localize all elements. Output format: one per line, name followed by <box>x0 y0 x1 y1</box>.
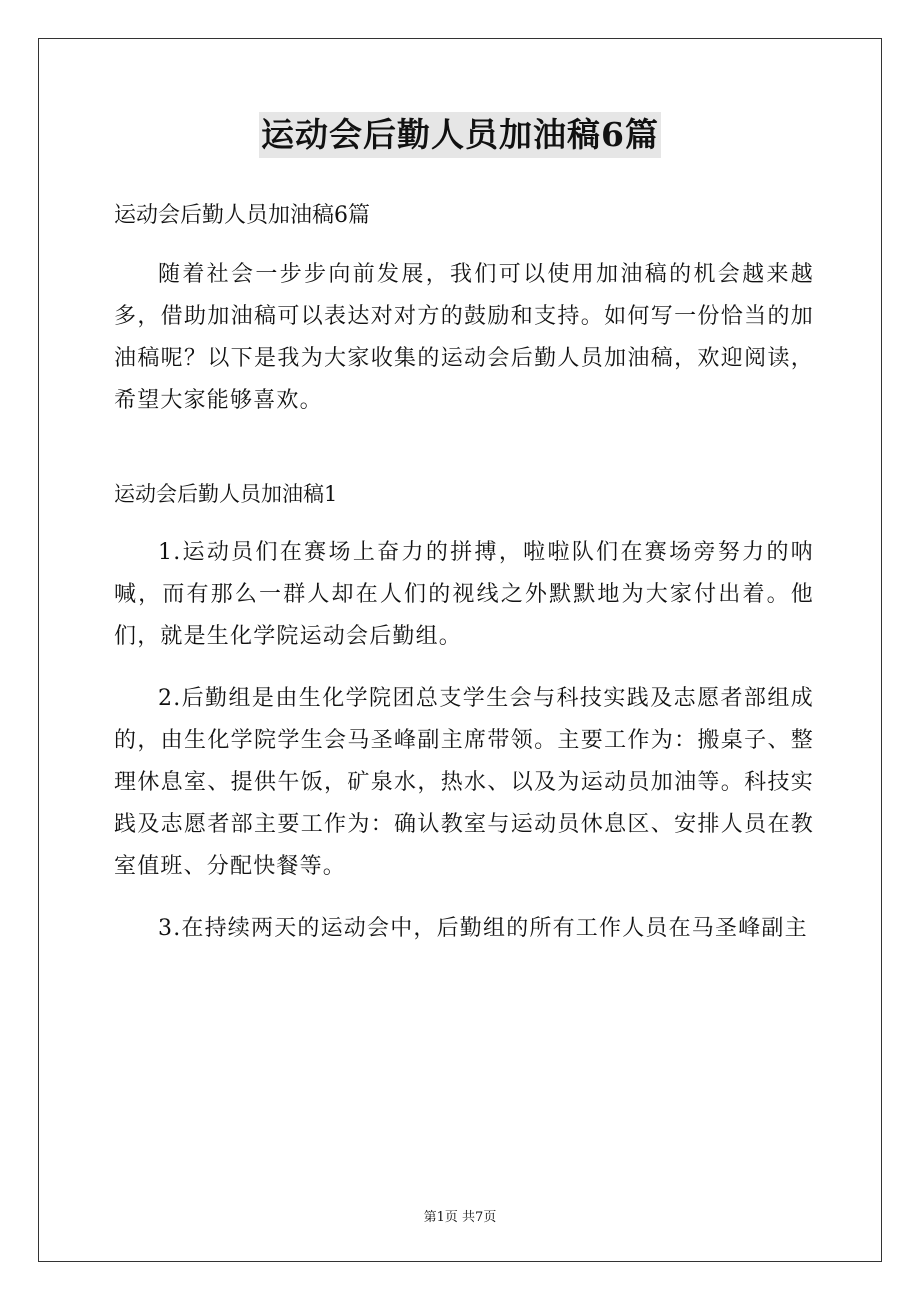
document-title: 运动会后勤人员加油稿6篇 <box>259 112 661 158</box>
section-paragraph-1: 1.运动员们在赛场上奋力的拼搏，啦啦队们在赛场旁努力的呐喊，而有那么一群人却在人们的视线之外默默地为大家付出着。他们，就是生化学院运动会后勤组。 <box>114 540 814 649</box>
section-paragraph-2: 2.后勤组是由生化学院团总支学生会与科技实践及志愿者部组成的，由生化学院学生会马圣峰副主席带领。主要工作为：搬桌子、整理休息室、提供午饭，矿泉水，热水、以及为运动员加油等。科技实践及志愿者部主要工作为：确认教室与运动员休息区、安排人员在教室值班、分配快餐等。 <box>114 686 814 879</box>
page-footer: 第1页 共7页 <box>423 1210 497 1225</box>
document-subtitle: 运动会后勤人员加油稿6篇 <box>114 203 370 228</box>
section-heading: 运动会后勤人员加油稿1 <box>114 482 338 506</box>
intro-paragraph: 随着社会一步步向前发展，我们可以使用加油稿的机会越来越多，借助加油稿可以表达对对方的鼓励和支持。如何写一份恰当的加油稿呢？以下是我为大家收集的运动会后勤人员加油稿，欢迎阅读，希望大家能够喜欢。 <box>114 262 814 413</box>
title-wrap <box>0 112 920 158</box>
section-paragraph-3: 3.在持续两天的运动会中，后勤组的所有工作人员在马圣峰副主 <box>158 916 808 941</box>
document-body <box>114 196 814 950</box>
